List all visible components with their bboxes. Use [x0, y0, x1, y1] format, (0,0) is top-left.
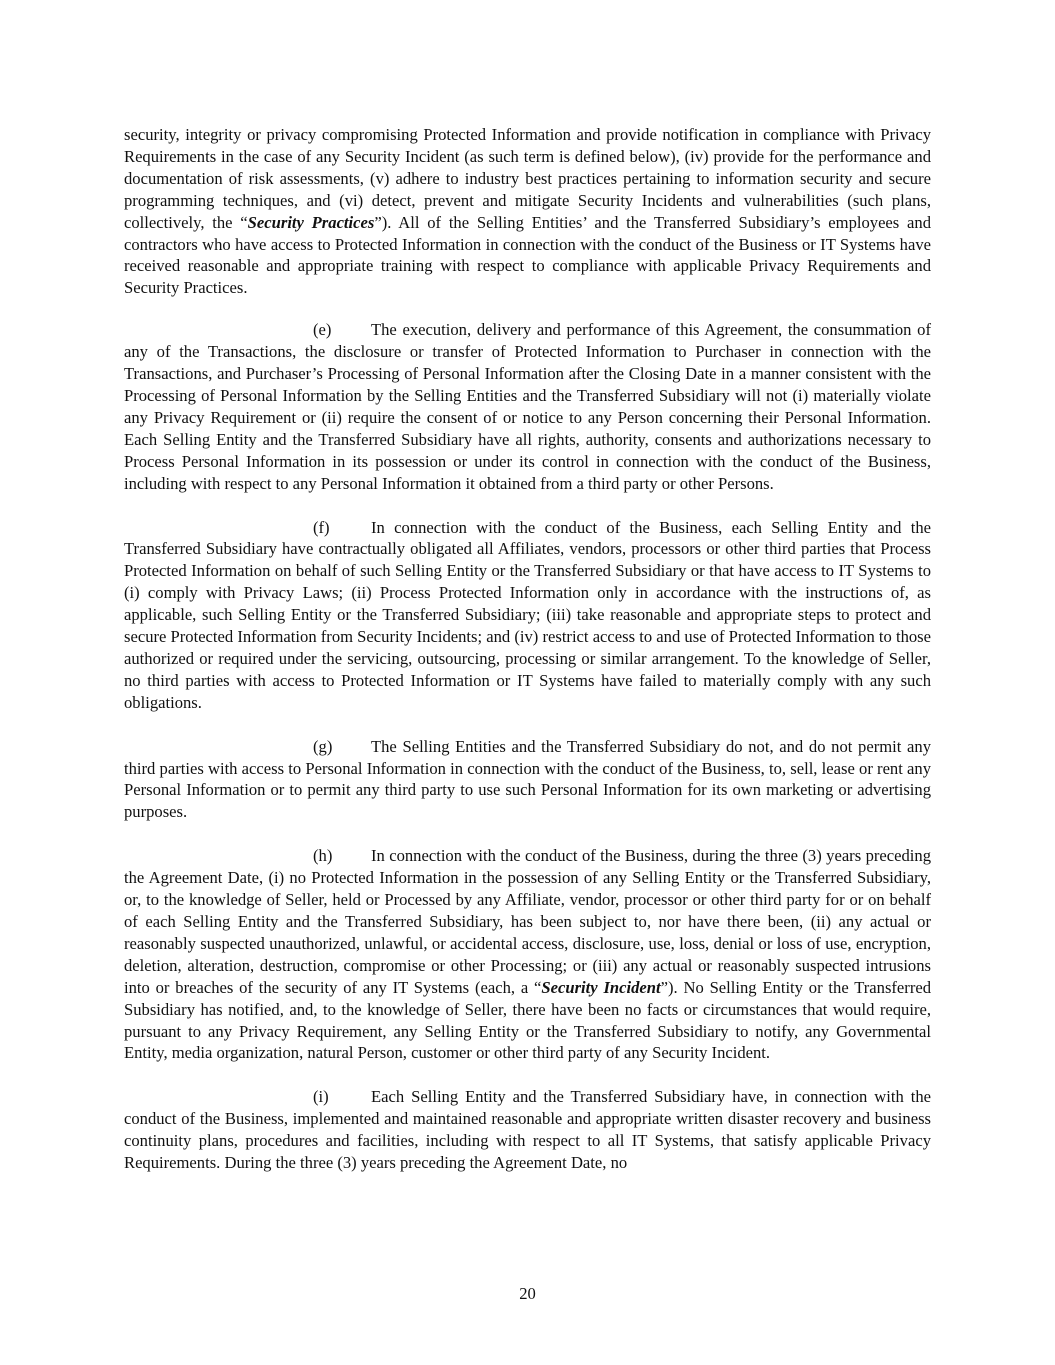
paragraph-label: (g)	[313, 736, 333, 756]
paragraph-text: The execution, delivery and performance of this Agreement, the consummation of any of the Transactions, the disclosure or transfer of Protected Information to Purchaser in connection with the Transactions, and Purchaser’s Processing of Personal Information after the Closing Date in a manner consistent with the Processing of Personal Information by the Selling Entities and the Transferred Subsidiary will not (i) materially violate any Privacy Requirement or (ii) require the consent of or notice to any Person concerning their Personal Information. Each Selling Entity and the Transferred Subsidiary have all rights, authority, consents and authorizations necessary to Process Personal Information in its possession or under its control in connection with the conduct of the Business, including with respect to any Personal Information it obtained from a third party or other Persons.	[124, 320, 931, 493]
paragraph-text: In connection with the conduct of the Business, during the three (3) years preceding the Agreement Date, (i) no Protected Information in the possession of any Selling Entity or the Transferred Subsidiary, or, to the knowledge of Seller, held or Processed by any Affiliate, vendor, processor or other third party for or on behalf of each Selling Entity and the Transferred Subsidiary, has been subject to, nor have there been, (ii) any actual or reasonably suspected unauthorized, unlawful, or accidental access, disclosure, use, loss, denial or loss of use, encryption, deletion, alteration, destruction, compromise or other Processing; or (iii) any actual or reasonably suspected intrusions into or breaches of the security of any IT Systems (each, a “	[124, 846, 931, 997]
paragraph-text: Each Selling Entity and the Transferred Subsidiary have, in connection with the conduct of the Business, implemented and maintained reasonable and appropriate written disaster recovery and business continuity plans, procedures and facilities, including with respect to all IT Systems, that satisfy applicable Privacy Requirements. During the three (3) years preceding the Agreement Date, no	[124, 1087, 931, 1173]
paragraph-text: security, integrity or privacy compromising Protected Information and provide notification in compliance with Privacy Requirements in the case of any Security Incident (as such term is defined below), (iv) provide for the performance and documentation of risk assessments, (v) adhere to industry best practices pertaining to information security and secure programming techniques, and (vi) detect, prevent and mitigate Security Incidents and vulnerabilities (such plans, collectively, the “	[124, 125, 931, 232]
paragraph-e	[124, 319, 931, 494]
paragraph-g	[124, 736, 931, 824]
paragraph-text: ”). No Selling Entity or the Transferred Subsidiary has notified, and, to the knowledge of Seller, there have been no facts or circumstances that would require, pursuant to any Privacy Requirement, any Selling Entity or the Transferred Subsidiary to notify, any Governmental Entity, media organization, natural Person, customer or other third party of any Security Incident.	[124, 977, 932, 1063]
paragraph-label: (h)	[313, 846, 333, 866]
document-page	[124, 124, 931, 1196]
defined-term-security-practices: Security Practices	[247, 212, 375, 232]
paragraph-i	[124, 1086, 931, 1174]
page-number: 20	[519, 1284, 536, 1303]
paragraph-label: (e)	[313, 320, 332, 340]
paragraph-f	[124, 517, 931, 714]
paragraph-d-continued	[124, 124, 931, 299]
paragraph-text: The Selling Entities and the Transferred Subsidiary do not, and do not permit any third parties with access to Personal Information in connection with the conduct of the Business, to, sell, lease or rent any Personal Information or to permit any third party to use such Personal Information for its own marketing or advertising purposes.	[124, 736, 931, 822]
paragraph-label: (i)	[313, 1087, 329, 1107]
defined-term-security-incident: Security Incident	[541, 977, 661, 997]
paragraph-h	[124, 845, 931, 1064]
paragraph-label: (f)	[313, 517, 330, 537]
paragraph-text: ”). All of the Selling Entities’ and the Transferred Subsidiary’s employees and contractors who have access to Protected Information in connection with the conduct of the Business or IT Systems have received reasonable and appropriate training with respect to compliance with applicable Privacy Requirements and Security Practices.	[124, 212, 931, 298]
paragraph-text: In connection with the conduct of the Business, each Selling Entity and the Transferred Subsidiary have contractually obligated all Affiliates, vendors, processors or other third parties that Process Protected Information on behalf of such Selling Entity or the Transferred Subsidiary or that have access to IT Systems to (i) comply with Privacy Laws; (ii) Process Protected Information only in accordance with the instructions of, as applicable, such Selling Entity or the Transferred Subsidiary; (iii) take reasonable and appropriate steps to protect and secure Protected Information from Security Incidents; and (iv) restrict access to and use of Protected Information to those authorized or required under the servicing, outsourcing, processing or similar arrangement. To the knowledge of Seller, no third parties with access to Protected Information or IT Systems have failed to materially comply with any such obligations.	[124, 517, 931, 712]
